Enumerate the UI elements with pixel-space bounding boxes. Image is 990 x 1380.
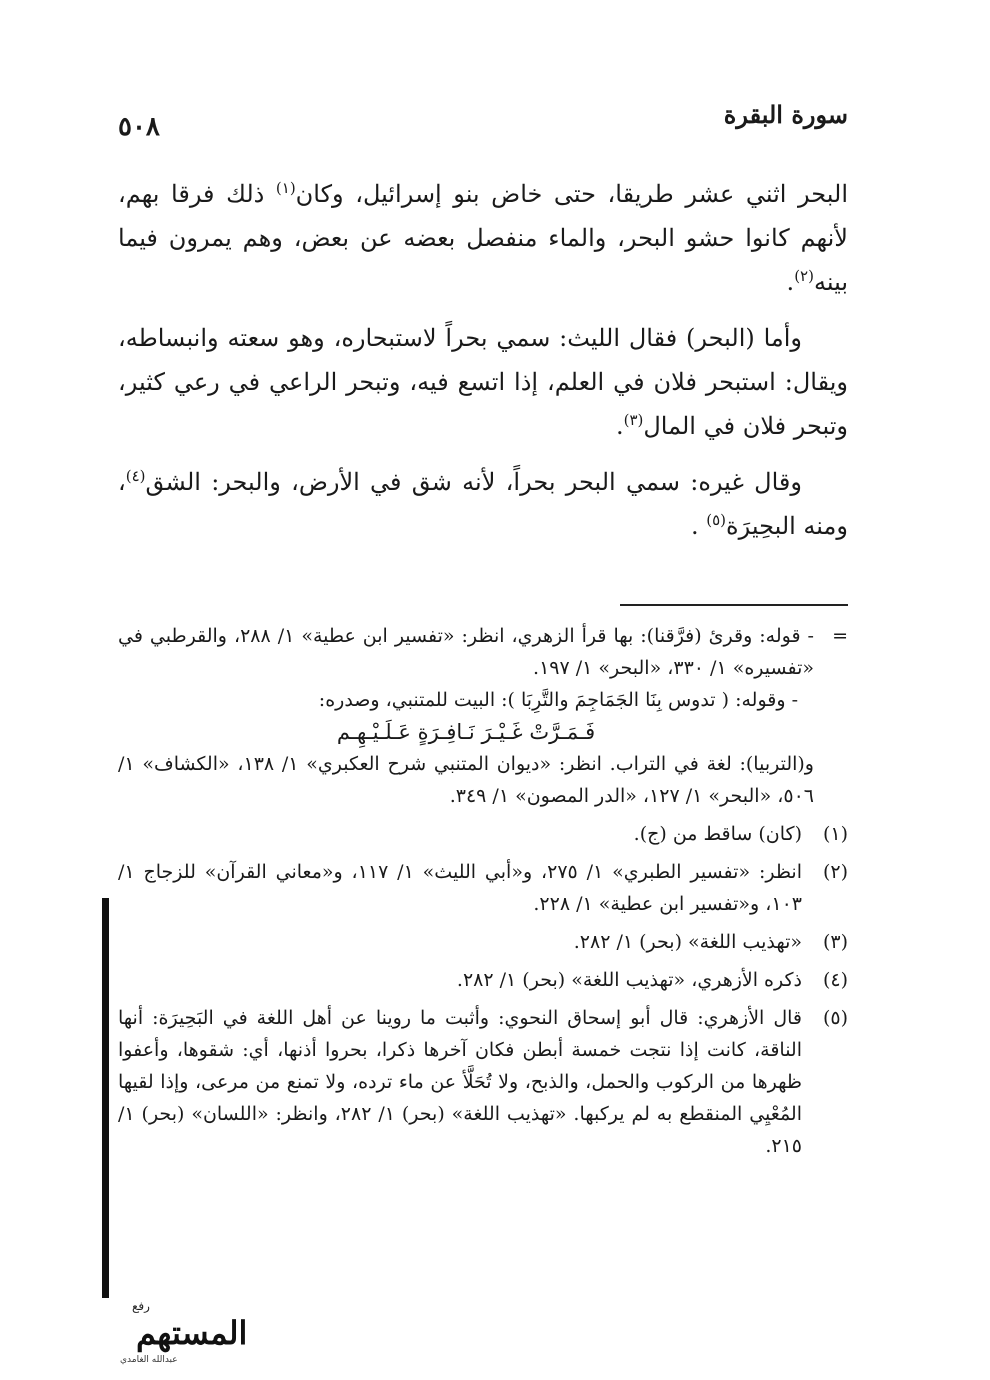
- footnote-number: (٣): [822, 931, 848, 953]
- footnote-ref-1[interactable]: (١): [275, 179, 296, 197]
- footnote-text: (كان) ساقط من (ج).: [633, 823, 802, 845]
- paragraph-1: [118, 172, 848, 304]
- paragraph-2: [118, 316, 848, 448]
- text-run: البحر اثني عشر طريقا، حتى خاض بنو إسرائيل، وكان: [295, 180, 848, 208]
- text-run: وأما (البحر) فقال الليث: سمي بحراً لاستبحاره، وهو سعته وانبساطه، ويقال: استبحر فلان في العلم، إذا اتسع فيه، وتبحر الراعي في رعي كثير، وتبحر فلان في المال: [118, 324, 848, 440]
- footnote-text: ذكره الأزهري، «تهذيب اللغة» (بحر) ١/ ٢٨٢.: [456, 969, 802, 991]
- footnote-ref-4[interactable]: (٤): [125, 467, 146, 485]
- note-line: و(التربيا): لغة في التراب. انظر: «ديوان المتنبي شرح العكبري» ١/ ١٣٨، «الكشاف» ١/ ٥٠٦، «البحر» ١/ ١٢٧، «الدر المصون» ١/ ٣٤٩.: [118, 753, 814, 807]
- footnote-ref-5[interactable]: (٥): [706, 511, 727, 529]
- main-text: [118, 172, 848, 560]
- footnote-text: انظر: «تفسير الطبري» ١/ ٢٧٥، و«أبي الليث» ١/ ١١٧، و«معاني القرآن» للزجاج ١/ ١٠٣، و«تفسير ابن عطية» ١/ ٢٢٨.: [118, 861, 802, 915]
- continuation-mark: =: [832, 625, 848, 647]
- footnote-number: (٢): [822, 861, 848, 883]
- text-run: وقال غيره: سمي البحر بحراً، لأنه شق في الأرض، والبحر: الشق: [145, 468, 802, 496]
- margin-bar: [102, 898, 109, 1298]
- logo-sub-text: عبدالله الغامدي: [120, 1355, 178, 1365]
- text-run: ، ومنه البحِيرَة: [118, 468, 848, 540]
- text-run: ذلك فرقا بهم، لأنهم كانوا حشو البحر، والماء منفصل بعضه عن بعض، وهم يمرون فيما بينه: [118, 180, 848, 296]
- text-run: .: [786, 268, 795, 296]
- running-title: سورة البقرة: [723, 100, 848, 129]
- footnote-text: قال الأزهري: قال أبو إسحاق النحوي: وأثبت ما روينا عن أهل اللغة في البَحِيرَة: أنها الناقة، كانت إذا نتجت خمسة أبطن فكان آخرها ذكرا، بحروا أذنها، أي: شقوها، وأعفوا ظهرها من الركوب والحمل، والذبح، ولا تُحَلَّأ عن ماء ترده، ولا تمنع من مرعى، وإذا لقيها المُعْيِي المنقطع به لم يركبها. «تهذيب اللغة» (بحر) ١/ ٢٨٢، وانظر: «اللسان» (بحر) ١/ ٢١٥.: [118, 1007, 802, 1157]
- footnote-2: [118, 856, 848, 920]
- page-header: [118, 100, 848, 140]
- text-run: .: [690, 512, 707, 540]
- footnotes-section: [118, 620, 848, 1162]
- continued-note: [118, 620, 848, 812]
- note-line: - وقوله: ( تدوس بِنَا الجَمَاجِمَ والتَّرِبَا ): البيت للمتنبي، وصدره:: [318, 689, 798, 711]
- note-line: - قوله: وقرئ (فرَّقنا): بها قرأ الزهري، انظر: «تفسير ابن عطية» ١/ ٢٨٨، والقرطبي في «تفسيره» ١/ ٣٣٠، «البحر» ١/ ١٩٧.: [118, 625, 814, 679]
- footnote-5: [118, 1002, 848, 1162]
- footnote-separator: [620, 604, 848, 606]
- logo-main-text: المستهم: [136, 1314, 248, 1352]
- footnote-ref-3[interactable]: (٣): [623, 411, 644, 429]
- publisher-logo: [10, 1296, 248, 1368]
- logo-top-text: رفع: [132, 1299, 150, 1313]
- paragraph-3: [118, 460, 848, 548]
- text-run: .: [615, 412, 624, 440]
- page-number: ٥٠٨: [118, 112, 160, 142]
- footnote-1: [118, 818, 848, 850]
- footnote-ref-2[interactable]: (٢): [794, 267, 814, 285]
- footnote-3: [118, 926, 848, 958]
- footnote-number: (٤): [822, 969, 848, 991]
- footnote-4: [118, 964, 848, 996]
- poetry-verse: فَـمَـرَّتْ غَـيْـرَ نَـافِـرَةٍ عَـلَـيْـهِـم: [336, 720, 596, 744]
- footnote-text: «تهذيب اللغة» (بحر) ١/ ٢٨٢.: [573, 931, 802, 953]
- footnote-number: (١): [822, 823, 848, 845]
- footnote-number: (٥): [822, 1007, 848, 1029]
